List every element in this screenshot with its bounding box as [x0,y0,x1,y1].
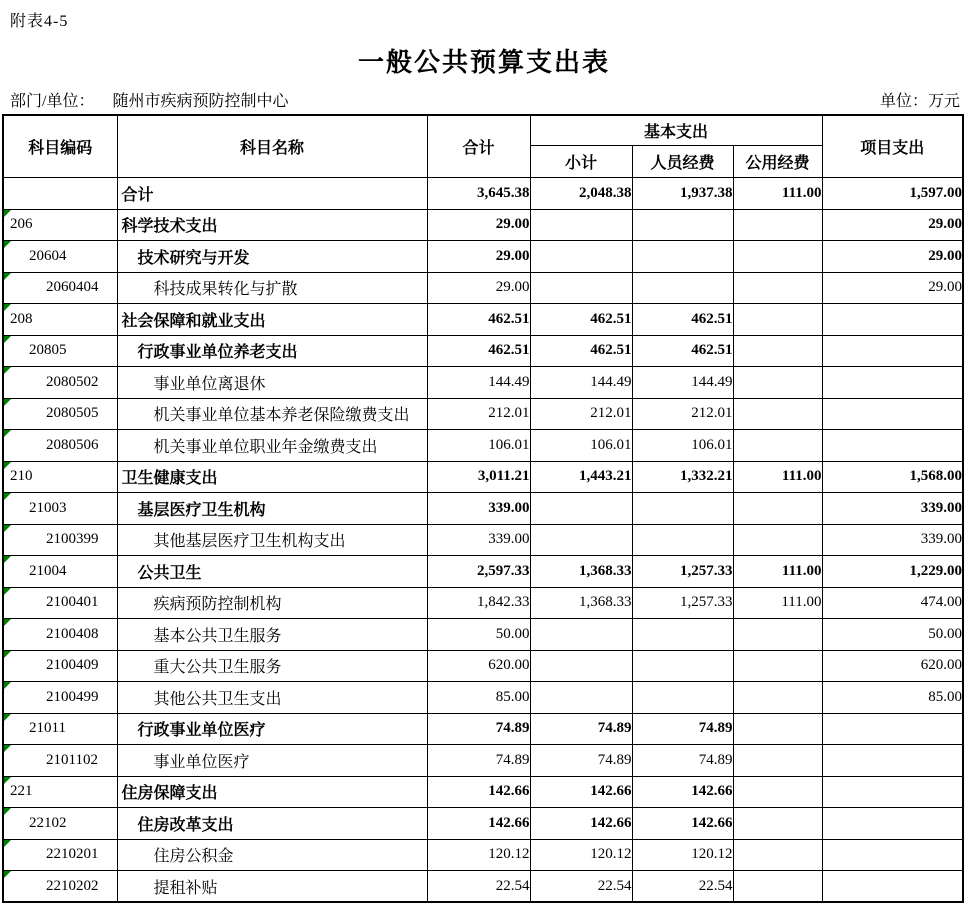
subject-name: 合计 [121,186,154,204]
error-flag-triangle-icon [4,651,11,658]
table-row [3,367,963,399]
page-title: 一般公共预算支出表 [357,48,610,77]
basic-subtotal-cell[interactable] [530,650,632,682]
project-expenditure-cell[interactable] [822,808,963,840]
col-header-subject-code[interactable]: 科目编码 [3,115,117,178]
public-funds-cell[interactable]: 111.00 [733,178,822,210]
subject-name: 机关事业单位基本养老保险缴费支出 [153,407,410,425]
subject-name: 疾病预防控制机构 [153,596,282,614]
table-row [3,493,963,525]
error-flag-triangle-icon [4,462,11,469]
subject-code-cell[interactable] [3,304,117,336]
total-cell[interactable]: 2,597.33 [427,556,530,588]
table-row [3,524,963,556]
table-row [3,461,963,493]
subject-name-cell[interactable] [117,272,427,304]
personnel-funds-cell[interactable]: 212.01 [632,398,733,430]
error-flag-triangle-icon [4,367,11,374]
info-line [10,88,962,110]
subject-name-cell[interactable] [117,808,427,840]
error-flag-triangle-icon [4,430,11,437]
project-expenditure-cell[interactable] [822,871,963,903]
subject-code-cell[interactable] [3,871,117,903]
error-flag-triangle-icon [4,336,11,343]
subject-code-cell[interactable] [3,398,117,430]
personnel-funds-cell[interactable]: 120.12 [632,839,733,871]
personnel-funds-cell[interactable] [632,209,733,241]
total-cell[interactable]: 142.66 [427,808,530,840]
public-funds-cell[interactable]: 111.00 [733,587,822,619]
subject-code: 21003 [29,499,67,516]
public-funds-cell[interactable] [733,619,822,651]
subject-name-cell[interactable] [117,304,427,336]
subject-name-cell[interactable] [117,650,427,682]
project-expenditure-cell[interactable]: 85.00 [822,682,963,714]
public-funds-cell[interactable] [733,524,822,556]
project-expenditure-cell[interactable]: 474.00 [822,587,963,619]
subject-code-cell[interactable] [3,178,117,210]
subject-code-cell[interactable] [3,713,117,745]
subject-code: 20805 [29,342,67,359]
basic-subtotal-cell[interactable] [530,241,632,273]
project-expenditure-cell[interactable] [822,398,963,430]
personnel-funds-cell[interactable] [632,272,733,304]
total-cell[interactable]: 212.01 [427,398,530,430]
table-row [3,178,963,210]
subject-name-cell[interactable] [117,524,427,556]
error-flag-triangle-icon [4,273,11,280]
basic-subtotal-cell[interactable]: 142.66 [530,808,632,840]
total-cell[interactable]: 106.01 [427,430,530,462]
total-cell[interactable]: 142.66 [427,776,530,808]
col-header-basic-expenditure[interactable]: 基本支出 [530,115,822,146]
project-expenditure-cell[interactable]: 1,597.00 [822,178,963,210]
subject-code: 208 [10,310,33,327]
public-funds-cell[interactable] [733,241,822,273]
table-row [3,839,963,871]
subject-name: 卫生健康支出 [121,470,218,488]
subject-code-cell[interactable] [3,209,117,241]
subject-code-cell[interactable] [3,682,117,714]
subject-name: 其他公共卫生支出 [153,690,282,708]
subject-code: 2080502 [46,373,99,390]
subject-name-cell[interactable] [117,745,427,777]
subject-name-cell[interactable] [117,398,427,430]
table-body [3,178,963,903]
personnel-funds-cell[interactable]: 1,257.33 [632,587,733,619]
personnel-funds-cell[interactable]: 1,332.21 [632,461,733,493]
table-row [3,209,963,241]
table-row [3,808,963,840]
total-cell[interactable]: 3,011.21 [427,461,530,493]
error-flag-triangle-icon [4,493,11,500]
subject-code: 221 [10,783,33,800]
public-funds-cell[interactable] [733,650,822,682]
public-funds-cell[interactable] [733,839,822,871]
subject-code: 21011 [29,720,66,737]
subject-code: 210 [10,468,33,485]
subject-code: 2080505 [46,405,99,422]
total-cell[interactable]: 50.00 [427,619,530,651]
subject-code: 2100399 [46,531,99,548]
col-header-basic-subtotal[interactable]: 小计 [530,146,632,178]
project-expenditure-cell[interactable]: 29.00 [822,241,963,273]
project-expenditure-cell[interactable] [822,713,963,745]
public-funds-cell[interactable] [733,430,822,462]
col-header-subject-name[interactable]: 科目名称 [117,115,427,178]
personnel-funds-cell[interactable]: 106.01 [632,430,733,462]
table-row [3,241,963,273]
table-row [3,335,963,367]
subject-code-cell[interactable] [3,839,117,871]
subject-name-cell[interactable] [117,335,427,367]
subject-code: 2100408 [46,625,99,642]
basic-subtotal-cell[interactable] [530,524,632,556]
subject-code-cell[interactable] [3,776,117,808]
personnel-funds-cell[interactable] [632,650,733,682]
basic-subtotal-cell[interactable]: 144.49 [530,367,632,399]
subject-name: 科学技术支出 [121,218,218,236]
budget-table [2,114,964,903]
public-funds-cell[interactable] [733,493,822,525]
table-row [3,745,963,777]
sheet-label: 附表4-5 [10,13,69,30]
public-funds-cell[interactable] [733,682,822,714]
col-header-total[interactable]: 合计 [427,115,530,178]
subject-name: 住房改革支出 [137,816,234,834]
project-expenditure-cell[interactable]: 29.00 [822,272,963,304]
error-flag-triangle-icon [4,619,11,626]
error-flag-triangle-icon [4,745,11,752]
col-header-personnel-funds[interactable]: 人员经费 [632,146,733,178]
subject-name: 技术研究与开发 [137,249,250,267]
total-cell[interactable]: 462.51 [427,335,530,367]
personnel-funds-cell[interactable]: 1,257.33 [632,556,733,588]
col-header-project-expenditure[interactable]: 项目支出 [822,115,963,178]
subject-name-cell[interactable] [117,682,427,714]
subject-name: 重大公共卫生服务 [153,659,282,677]
public-funds-cell[interactable] [733,209,822,241]
subject-code-cell[interactable] [3,272,117,304]
personnel-funds-cell[interactable]: 462.51 [632,304,733,336]
total-cell[interactable]: 3,645.38 [427,178,530,210]
public-funds-cell[interactable] [733,871,822,903]
subject-code: 2100401 [46,594,99,611]
subject-code: 2100409 [46,657,99,674]
public-funds-cell[interactable] [733,398,822,430]
table-row [3,304,963,336]
basic-subtotal-cell[interactable]: 462.51 [530,304,632,336]
basic-subtotal-cell[interactable]: 74.89 [530,713,632,745]
subject-code-cell[interactable] [3,650,117,682]
project-expenditure-cell[interactable]: 339.00 [822,493,963,525]
personnel-funds-cell[interactable]: 74.89 [632,713,733,745]
project-expenditure-cell[interactable] [822,430,963,462]
table-row [3,587,963,619]
basic-subtotal-cell[interactable]: 22.54 [530,871,632,903]
subject-code: 2210202 [46,877,99,894]
subject-name: 公共卫生 [137,564,202,582]
subject-name: 其他基层医疗卫生机构支出 [153,533,346,551]
subject-code-cell[interactable] [3,556,117,588]
project-expenditure-cell[interactable] [822,745,963,777]
project-expenditure-cell[interactable]: 1,229.00 [822,556,963,588]
table-row [3,272,963,304]
table-row [3,682,963,714]
subject-name-cell[interactable] [117,871,427,903]
total-cell[interactable]: 29.00 [427,272,530,304]
total-cell[interactable]: 29.00 [427,241,530,273]
table-row [3,619,963,651]
subject-name: 机关事业单位职业年金缴费支出 [153,438,378,456]
subject-code-cell[interactable] [3,619,117,651]
subject-name: 社会保障和就业支出 [121,312,266,330]
total-cell[interactable]: 85.00 [427,682,530,714]
subject-code: 2101102 [46,751,98,768]
table-row [3,398,963,430]
subject-code: 2100499 [46,688,99,705]
table-row [3,713,963,745]
subject-name-cell[interactable] [117,839,427,871]
personnel-funds-cell[interactable] [632,682,733,714]
basic-subtotal-cell[interactable] [530,619,632,651]
department-value: 随州市疾病预防控制中心 [112,93,289,110]
subject-name-cell[interactable] [117,178,427,210]
project-expenditure-cell[interactable] [822,335,963,367]
personnel-funds-cell[interactable]: 74.89 [632,745,733,777]
error-flag-triangle-icon [4,808,11,815]
subject-name: 行政事业单位医疗 [137,722,266,740]
total-cell[interactable]: 339.00 [427,493,530,525]
subject-name: 基层医疗卫生机构 [137,501,266,519]
subject-name: 科技成果转化与扩散 [153,281,298,299]
subject-code: 22102 [29,814,67,831]
subject-name-cell[interactable] [117,556,427,588]
basic-subtotal-cell[interactable]: 212.01 [530,398,632,430]
personnel-funds-cell[interactable]: 142.66 [632,808,733,840]
basic-subtotal-cell[interactable]: 142.66 [530,776,632,808]
subject-code-cell[interactable] [3,808,117,840]
subject-code-cell[interactable] [3,745,117,777]
public-funds-cell[interactable] [733,272,822,304]
error-flag-triangle-icon [4,556,11,563]
total-cell[interactable]: 1,842.33 [427,587,530,619]
subject-name: 提租补贴 [153,879,218,897]
subject-code: 21004 [29,562,67,579]
personnel-funds-cell[interactable]: 144.49 [632,367,733,399]
subject-code: 2080506 [46,436,99,453]
error-flag-triangle-icon [4,777,11,784]
error-flag-triangle-icon [4,871,11,878]
basic-subtotal-cell[interactable]: 462.51 [530,335,632,367]
subject-code: 206 [10,216,33,233]
subject-name: 行政事业单位养老支出 [137,344,298,362]
personnel-funds-cell[interactable] [632,524,733,556]
project-expenditure-cell[interactable]: 1,568.00 [822,461,963,493]
project-expenditure-cell[interactable] [822,304,963,336]
subject-code-cell[interactable] [3,367,117,399]
subject-code-cell[interactable] [3,430,117,462]
public-funds-cell[interactable] [733,304,822,336]
subject-name: 住房保障支出 [121,785,218,803]
error-flag-triangle-icon [4,682,11,689]
subject-name: 事业单位医疗 [153,753,250,771]
total-cell[interactable]: 339.00 [427,524,530,556]
total-cell[interactable]: 74.89 [427,745,530,777]
subject-name: 住房公积金 [153,848,234,866]
department-label: 部门/单位： [10,93,95,110]
error-flag-triangle-icon [4,588,11,595]
public-funds-cell[interactable] [733,745,822,777]
subject-code: 2210201 [46,846,99,863]
personnel-funds-cell[interactable]: 1,937.38 [632,178,733,210]
subject-code-cell[interactable] [3,493,117,525]
total-cell[interactable]: 144.49 [427,367,530,399]
error-flag-triangle-icon [4,525,11,532]
basic-subtotal-cell[interactable]: 120.12 [530,839,632,871]
subject-name-cell[interactable] [117,493,427,525]
subject-name-cell[interactable] [117,713,427,745]
project-expenditure-cell[interactable]: 339.00 [822,524,963,556]
public-funds-cell[interactable] [733,776,822,808]
subject-name-cell[interactable] [117,461,427,493]
public-funds-cell[interactable] [733,367,822,399]
project-expenditure-cell[interactable]: 29.00 [822,209,963,241]
error-flag-triangle-icon [4,241,11,248]
subject-name: 基本公共卫生服务 [153,627,282,645]
public-funds-cell[interactable]: 111.00 [733,461,822,493]
public-funds-cell[interactable] [733,335,822,367]
basic-subtotal-cell[interactable] [530,272,632,304]
subject-name-cell[interactable] [117,430,427,462]
project-expenditure-cell[interactable]: 50.00 [822,619,963,651]
basic-subtotal-cell[interactable]: 1,368.33 [530,587,632,619]
table-row [3,776,963,808]
project-expenditure-cell[interactable] [822,367,963,399]
basic-subtotal-cell[interactable] [530,209,632,241]
subject-code: 2060404 [46,279,99,296]
subject-name-cell[interactable] [117,776,427,808]
basic-subtotal-cell[interactable]: 74.89 [530,745,632,777]
total-cell[interactable]: 462.51 [427,304,530,336]
total-cell[interactable]: 620.00 [427,650,530,682]
subject-code: 20604 [29,247,67,264]
subject-name-cell[interactable] [117,367,427,399]
table-row [3,556,963,588]
subject-code-cell[interactable] [3,587,117,619]
personnel-funds-cell[interactable]: 462.51 [632,335,733,367]
public-funds-cell[interactable] [733,808,822,840]
subject-code-cell[interactable] [3,524,117,556]
table-row [3,430,963,462]
error-flag-triangle-icon [4,714,11,721]
personnel-funds-cell[interactable]: 142.66 [632,776,733,808]
basic-subtotal-cell[interactable]: 1,443.21 [530,461,632,493]
subject-name-cell[interactable] [117,619,427,651]
error-flag-triangle-icon [4,840,11,847]
total-cell[interactable]: 74.89 [427,713,530,745]
basic-subtotal-cell[interactable] [530,682,632,714]
subject-code-cell[interactable] [3,461,117,493]
subject-name: 事业单位离退休 [153,375,266,393]
total-cell[interactable]: 120.12 [427,839,530,871]
error-flag-triangle-icon [4,399,11,406]
col-header-public-funds[interactable]: 公用经费 [733,146,822,178]
personnel-funds-cell[interactable] [632,241,733,273]
basic-subtotal-cell[interactable]: 1,368.33 [530,556,632,588]
project-expenditure-cell[interactable] [822,839,963,871]
unit-label: 单位：万元 [879,93,960,110]
basic-subtotal-cell[interactable]: 106.01 [530,430,632,462]
basic-subtotal-cell[interactable] [530,493,632,525]
total-cell[interactable]: 29.00 [427,209,530,241]
subject-code-cell[interactable] [3,241,117,273]
table-row [3,650,963,682]
table-row [3,871,963,903]
table-header [3,115,963,178]
subject-name-cell[interactable] [117,209,427,241]
project-expenditure-cell[interactable] [822,776,963,808]
subject-name-cell[interactable] [117,587,427,619]
public-funds-cell[interactable]: 111.00 [733,556,822,588]
personnel-funds-cell[interactable]: 22.54 [632,871,733,903]
subject-code-cell[interactable] [3,335,117,367]
project-expenditure-cell[interactable]: 620.00 [822,650,963,682]
basic-subtotal-cell[interactable]: 2,048.38 [530,178,632,210]
total-cell[interactable]: 22.54 [427,871,530,903]
subject-name-cell[interactable] [117,241,427,273]
error-flag-triangle-icon [4,210,11,217]
error-flag-triangle-icon [4,304,11,311]
public-funds-cell[interactable] [733,713,822,745]
personnel-funds-cell[interactable] [632,493,733,525]
personnel-funds-cell[interactable] [632,619,733,651]
